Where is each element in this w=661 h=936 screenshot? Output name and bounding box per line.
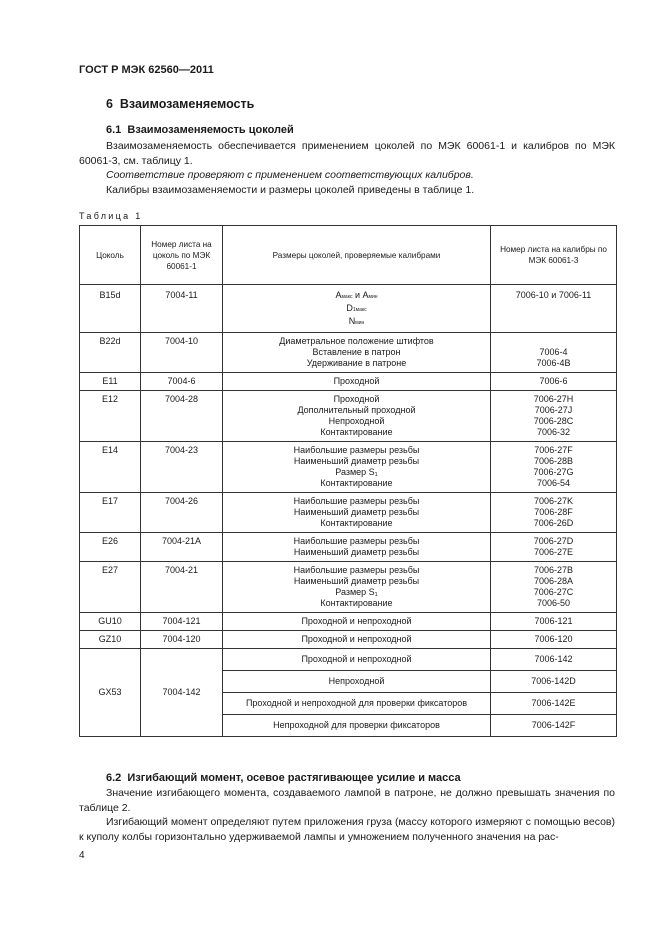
subsection-number: 6.1: [106, 124, 122, 136]
cell-gauges: [491, 533, 617, 562]
subsection-number: 6.2: [106, 772, 122, 784]
cell-sheet: 7004-21A: [141, 533, 223, 562]
cell-dimensions: [223, 562, 491, 613]
page-number: 4: [79, 850, 85, 861]
gauge-line: 7006-32: [536, 427, 571, 437]
dimension-line: Размер S₁: [335, 587, 378, 597]
cell-dimensions: [223, 493, 491, 533]
paragraph-compliance: Соответствие проверяют с применением соответствующих калибров.: [106, 169, 474, 181]
table-header-row: [80, 226, 617, 285]
dimension-line: Наименьший диаметр резьбы: [293, 507, 420, 517]
cell-gauge: 7006-142: [491, 649, 617, 671]
cell-cap: E17: [80, 493, 141, 533]
cell-dimensions: [223, 613, 491, 631]
gauge-line: 7006-27E: [533, 547, 574, 557]
dimension-line: Дополнительный проходной: [297, 405, 416, 415]
cell-dimensions: [223, 533, 491, 562]
table-row: [80, 631, 617, 649]
table-row: [80, 493, 617, 533]
header-gauge-sheet: Номер листа на калибры по МЭК 60061-3: [491, 226, 617, 285]
subsection-heading-6-2: [106, 772, 461, 784]
header-cap-sheet: Номер листа на цоколь по МЭК 60061-1: [141, 226, 223, 285]
gauge-line: 7006-27B: [533, 565, 574, 575]
gauge-line: 7006-27G: [533, 467, 574, 477]
table-row-b15d: [80, 285, 617, 333]
gauge-line: 7006-121: [534, 616, 573, 626]
dimension-line: Контактирование: [320, 427, 393, 437]
paragraph-interchangeability: Взаимозаменяемость обеспечивается применением цоколей по МЭК 60061-1 и калибров по МЭК 60061-3, см. таблицу 1.: [79, 140, 615, 167]
paragraph-bending-moment: Значение изгибающего момента, создаваемого лампой в патроне, не должно превышать значения по таблице 2.: [79, 787, 615, 814]
gauge-line: 7006-28C: [533, 416, 574, 426]
cell-cap: B15d: [80, 285, 141, 333]
paragraph-gauges: Калибры взаимозаменяемости и размеры цоколей приведены в таблице 1.: [106, 184, 475, 196]
cell-sheet: 7004-23: [141, 442, 223, 493]
cell-sheet: 7004-28: [141, 391, 223, 442]
cell-cap: E11: [80, 373, 141, 391]
cell-gauge: 7006-142D: [491, 671, 617, 693]
cell-gauge: 7006-142F: [491, 715, 617, 737]
dimension-line: Диаметральное положение штифтов: [279, 336, 434, 346]
table-row: [80, 613, 617, 631]
cell-sheet: 7004-121: [141, 613, 223, 631]
cell-sheet: 7004-11: [141, 285, 223, 333]
cell-dimensions: [223, 373, 491, 391]
table-row-gx53: [80, 649, 617, 671]
gauge-line: 7006-27J: [534, 405, 573, 415]
dimension-line: Контактирование: [320, 518, 393, 528]
gauge-line: [493, 336, 614, 347]
cell-dimensions: [223, 333, 491, 373]
table-body-rows: [80, 333, 617, 649]
gauge-line: 7006-28A: [533, 576, 574, 586]
dimension-line: Удерживание в патроне: [306, 358, 407, 368]
section-number: 6: [106, 97, 113, 111]
subsection-title: Изгибающий момент, осевое растягивающее усилие и масса: [127, 772, 461, 784]
table-row: [80, 533, 617, 562]
dimension-line: Наибольшие размеры резьбы: [293, 496, 420, 506]
cell-cap: E14: [80, 442, 141, 493]
cell-cap: GZ10: [80, 631, 141, 649]
gauge-line: 7006-27C: [533, 587, 574, 597]
dimension-line: Наименьший диаметр резьбы: [293, 576, 420, 586]
gauge-line: 7006-27H: [533, 394, 574, 404]
gauge-line: 7006-28F: [534, 507, 573, 517]
cell-dimension: Непроходной: [223, 671, 491, 693]
gauge-line: 7006-28B: [533, 456, 574, 466]
subsection-title: Взаимозаменяемость цоколей: [127, 124, 294, 136]
dimension-line: Проходной: [333, 394, 380, 404]
cell-dimension: Проходной и непроходной: [223, 649, 491, 671]
gauge-line: 7006-54: [536, 478, 571, 488]
cell-sheet: 7004-120: [141, 631, 223, 649]
dimension-line: Наибольшие размеры резьбы: [293, 445, 420, 455]
header-cap: Цоколь: [80, 226, 141, 285]
dimension-line: Наименьший диаметр резьбы: [293, 456, 420, 466]
cell-dimensions: Aмакс и Aмин D1макс Nмин: [223, 285, 491, 333]
dimension-line: Размер S₁: [335, 467, 378, 477]
cell-sheet: 7004-6: [141, 373, 223, 391]
dimension-line: Непроходной: [328, 416, 385, 426]
dimension-line: Контактирование: [320, 478, 393, 488]
subsection-heading-6-1: [106, 124, 294, 136]
cell-gauges: [491, 613, 617, 631]
table-row: [80, 373, 617, 391]
gauge-line: 7006-6: [539, 376, 568, 386]
section-title: Взаимозаменяемость: [119, 97, 255, 111]
cell-gauge: 7006-142E: [491, 693, 617, 715]
cell-dimension: Непроходной для проверки фиксаторов: [223, 715, 491, 737]
cell-gauges: [491, 391, 617, 442]
gauge-line: 7006-4B: [536, 358, 571, 368]
header-dimensions: Размеры цоколей, проверяемые калибрами: [223, 226, 491, 285]
cell-sheet: 7004-10: [141, 333, 223, 373]
dimension-line: Наибольшие размеры резьбы: [293, 536, 420, 546]
cell-gauges: [491, 333, 617, 373]
section-heading: [106, 97, 254, 111]
cell-gauges: [491, 373, 617, 391]
cell-cap: GX53: [80, 649, 141, 737]
cell-cap: E27: [80, 562, 141, 613]
gauge-line: 7006-4: [539, 347, 568, 357]
cell-cap: GU10: [80, 613, 141, 631]
dimension-line: Наибольшие размеры резьбы: [293, 565, 420, 575]
caps-gauges-table: [79, 225, 617, 737]
gauge-line: 7006-120: [534, 634, 573, 644]
dimension-line: Вставление в патрон: [312, 347, 401, 357]
dimension-line: Наименьший диаметр резьбы: [293, 547, 420, 557]
cell-gauge: 7006-10 и 7006-11: [491, 285, 617, 333]
dimension-line: Проходной и непроходной: [301, 616, 412, 626]
table-row: [80, 333, 617, 373]
gauge-line: 7006-26D: [533, 518, 574, 528]
gauge-line: 7006-27F: [534, 445, 573, 455]
cell-dimensions: [223, 391, 491, 442]
cell-gauges: [491, 562, 617, 613]
table-row: [80, 442, 617, 493]
gauge-line: 7006-50: [536, 598, 571, 608]
gauge-line: 7006-27D: [533, 536, 574, 546]
gauge-line: 7006-27K: [533, 496, 574, 506]
cell-sheet: 7004-26: [141, 493, 223, 533]
cell-cap: B22d: [80, 333, 141, 373]
table-caption: Таблица 1: [79, 211, 143, 221]
table-row: [80, 391, 617, 442]
cell-dimension: Проходной и непроходной для проверки фиксаторов: [223, 693, 491, 715]
cell-sheet: 7004-21: [141, 562, 223, 613]
cell-gauges: [491, 631, 617, 649]
dimension-line: Проходной и непроходной: [301, 634, 412, 644]
paragraph-bending-method: Изгибающий момент определяют путем приложения груза (массу которого измеряют с помощью весов) к куполу колбы горизонтально удерживаемой лампы и умножением полученного значения на рас-: [79, 816, 615, 843]
cell-cap: E26: [80, 533, 141, 562]
dimension-line: Проходной: [333, 376, 380, 386]
cell-cap: E12: [80, 391, 141, 442]
cell-gauges: [491, 493, 617, 533]
cell-dimensions: [223, 442, 491, 493]
cell-sheet: 7004-142: [141, 649, 223, 737]
cell-gauges: [491, 442, 617, 493]
standard-header: ГОСТ Р МЭК 62560—2011: [79, 64, 214, 76]
dimension-line: Контактирование: [320, 598, 393, 608]
cell-dimensions: [223, 631, 491, 649]
table-row: [80, 562, 617, 613]
